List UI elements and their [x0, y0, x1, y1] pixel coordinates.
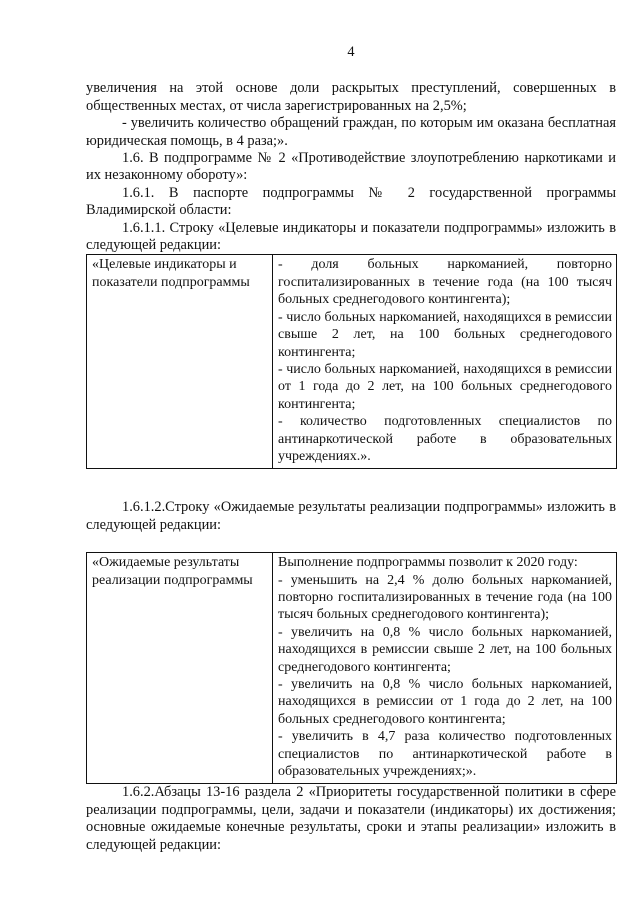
paragraph-3: 1.6. В подпрограмме № 2 «Противодействие злоупотреблению наркотиками и их незаконному обороту»:	[86, 150, 616, 184]
indicators-label-cell: «Целевые индикаторы и показатели подпрограммы	[87, 255, 273, 469]
paragraph-4: 1.6.1. В паспорте подпрограммы № 2 государственной программы Владимирской области:	[86, 184, 616, 219]
list-item: - увеличить в 4,7 раза количество подготовленных специалистов по антинаркотической работе в образовательных учреждениях;».	[278, 729, 612, 780]
paragraph-7: 1.6.2.Абзацы 13-16 раздела 2 «Приоритеты государственной политики в сфере реализации подпрограммы, цели, задачи и показатели (индикаторы) их достижения; основные ожидаемые конечные результаты, сроки и этапы реализации» изложить в следующей редакции:	[86, 784, 616, 853]
list-item: - увеличить на 0,8 % число больных наркоманией, находящихся в ремиссии свыше 2 лет, на 100 больных среднегодового контингента;	[278, 624, 612, 675]
table-row	[87, 255, 617, 469]
expected-results-table	[86, 552, 617, 784]
paragraph-1: увеличения на этой основе доли раскрытых преступлений, совершенных в общественных местах, от числа зарегистрированных на 2,5%;	[86, 80, 616, 114]
results-value-cell	[273, 553, 617, 784]
indicators-table	[86, 254, 617, 469]
table-row	[87, 553, 617, 784]
paragraph-6: 1.6.1.2.Строку «Ожидаемые результаты реализации подпрограммы» изложить в следующей редакции:	[86, 499, 616, 533]
results-intro: Выполнение подпрограммы позволит к 2020 году:	[278, 555, 578, 571]
list-item: - уменьшить на 2,4 % долю больных наркоманией, повторно госпитализированных в течение года (на 100 тысяч больных среднегодового контингента);	[278, 572, 612, 623]
paragraph-5: 1.6.1.1. Строку «Целевые индикаторы и показатели подпрограммы» изложить в следующей редакции:	[86, 219, 616, 254]
results-label-cell: «Ожидаемые результаты реализации подпрограммы	[87, 553, 273, 784]
list-item: - увеличить на 0,8 % число больных наркоманией, находящихся в ремиссии от 1 года до 2 лет, на 100 больных среднегодового контингента;	[278, 677, 612, 727]
paragraph-2: - увеличить количество обращений граждан, по которым им оказана бесплатная юридическая помощь, в 4 раза;».	[86, 115, 616, 149]
page-number: 4	[347, 44, 355, 60]
indicators-value-cell	[273, 255, 617, 469]
list-item: - доля больных наркоманией, повторно госпитализированных в течение года (на 100 тысяч больных среднегодового контингента);	[278, 257, 612, 308]
list-item: - число больных наркоманией, находящихся в ремиссии от 1 года до 2 лет, на 100 больных среднегодового контингента;	[278, 361, 612, 412]
list-item: - количество подготовленных специалистов по антинаркотической работе в образовательных учреждениях.».	[278, 414, 612, 464]
list-item: - число больных наркоманией, находящихся в ремиссии свыше 2 лет, на 100 больных среднегодового контингента;	[278, 309, 612, 360]
